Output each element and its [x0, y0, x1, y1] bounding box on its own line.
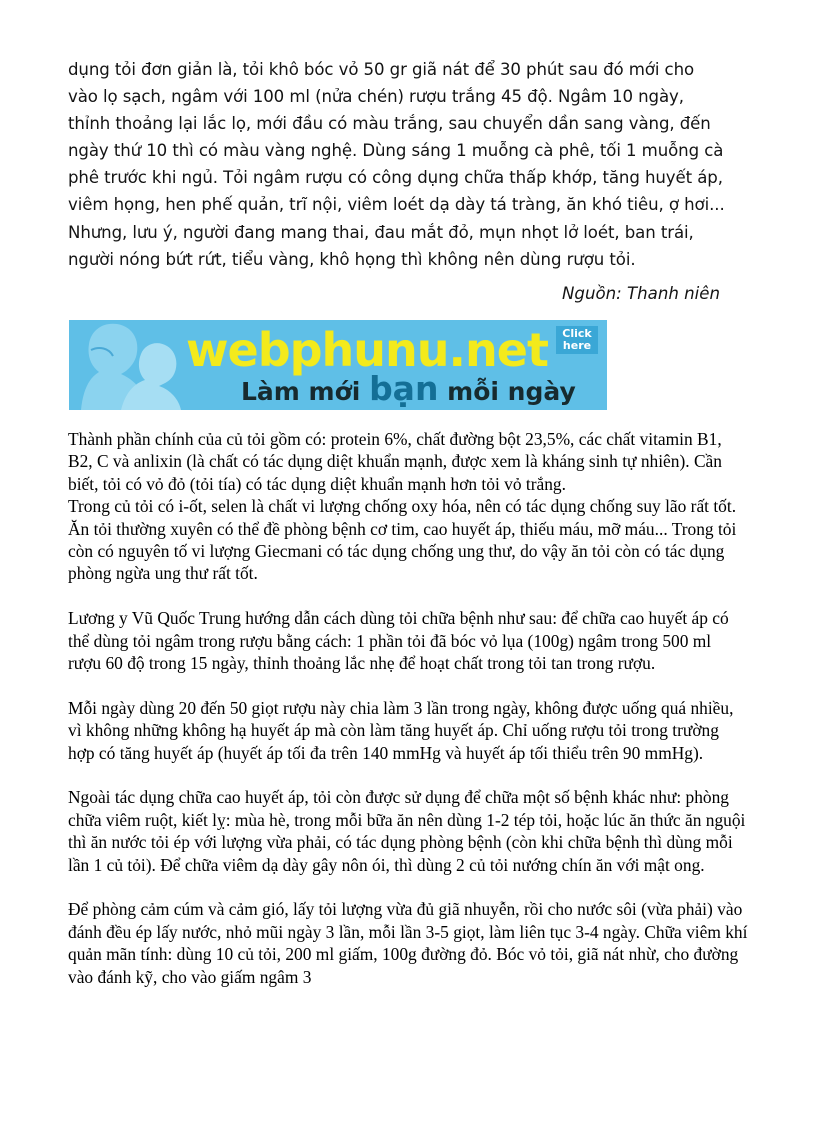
ad-banner[interactable]: [69, 320, 607, 410]
paragraph-composition: Thành phần chính của củ tỏi gồm có: protein 6%, chất đường bột 23,5%, các chất vitamin B1, B2, C và anlixin (là chất có tác dụng diệt khuẩn mạnh, được xem là kháng sinh tự nhiên). Cần biết, tỏi có vỏ đỏ (tỏi tía) có tác dụng diệt khuẩn mạnh hơn tỏi vỏ trắng.: [68, 429, 722, 494]
paragraph-cold-flu: Để phòng cảm cúm và cảm gió, lấy tỏi lượng vừa đủ giã nhuyễn, rồi cho nước sôi (vừa phải) vào đánh đều ép lấy nước, nhỏ mũi ngày 3 lần, mỗi lần 3-5 giọt, làm liên tục 3-4 ngày. Chữa viêm khí quản mãn tính: dùng 10 củ tỏi, 200 ml giấm, 100g đường đỏ. Bóc vỏ tỏi, giã nát nhừ, cho đường vào đánh kỹ, cho vào giấm ngâm 3: [68, 899, 748, 987]
article-body: [68, 428, 748, 988]
slogan-highlight: bạn: [369, 369, 439, 408]
paragraph-dosage: Mỗi ngày dùng 20 đến 50 giọt rượu này chia làm 3 lần trong ngày, không được uống quá nhiều, vì không những không hạ huyết áp mà còn làm tăng huyết áp. Chỉ uống rượu tỏi trong trường hợp có tăng huyết áp (huyết áp tối đa trên 140 mmHg và huyết áp tối thiểu trên 90 mmHg).: [68, 697, 734, 763]
slogan-part-1: Làm mới: [241, 377, 370, 406]
paragraph-hypertension-recipe: Lương y Vũ Quốc Trung hướng dẫn cách dùng tỏi chữa bệnh như sau: để chữa cao huyết áp có thể dùng tỏi ngâm trong rượu bằng cách: 1 phần tỏi đã bóc vỏ lụa (100g) ngâm trong 500 ml rượu 60 độ trong 15 ngày, thỉnh thoảng lắc nhẹ để hoạt chất trong tỏi tan trong rượu.: [68, 608, 729, 674]
intro-section: [68, 56, 728, 273]
here-label: here: [562, 339, 592, 352]
woman-silhouette-icon: [69, 320, 189, 410]
banner-slogan: [241, 370, 607, 410]
click-here-button[interactable]: [556, 326, 598, 354]
paragraph-other-uses: Ngoài tác dụng chữa cao huyết áp, tỏi còn được sử dụng để chữa một số bệnh khác như: phòng chữa viêm ruột, kiết lỵ: mùa hè, trong mỗi bữa ăn nên dùng 1-2 tép tỏi, hoặc lúc ăn thức ăn nguội thì ăn nước tỏi ép với lượng vừa phải, có tác dụng phòng bệnh (còn khi chữa bệnh thì dùng mỗi lần 1 củ tỏi). Để chữa viêm dạ dày gây nôn ói, thì dùng 2 củ tỏi nướng chín ăn với mật ong.: [68, 787, 746, 875]
brand-name: webphunu.net: [186, 323, 548, 377]
source-credit: Nguồn: Thanh niên: [562, 284, 720, 303]
slogan-part-2: mỗi ngày: [438, 377, 576, 406]
paragraph-iodine: Trong củ tỏi có i-ốt, selen là chất vi lượng chống oxy hóa, nên có tác dụng chống suy lão rất tốt. Ăn tỏi thường xuyên có thể đề phòng bệnh cơ tim, cao huyết áp, thiếu máu, mỡ máu... Trong tỏi còn có nguyên tố vi lượng Giecmani có tác dụng chống ung thư, do vậy ăn tỏi còn có tác dụng phòng ngừa ung thư rất tốt.: [68, 496, 737, 584]
click-label: Click: [562, 327, 592, 340]
intro-paragraph: dụng tỏi đơn giản là, tỏi khô bóc vỏ 50 gr giã nát để 30 phút sau đó mới cho vào lọ sạch, ngâm với 100 ml (nửa chén) rượu trắng 45 độ. Ngâm 10 ngày, thỉnh thoảng lại lắc lọ, mới đầu có màu trắng, sau chuyển dần sang vàng, đến ngày thứ 10 thì có màu vàng nghệ. Dùng sáng 1 muỗng cà phê, tối 1 muỗng cà phê trước khi ngủ. Tỏi ngâm rượu có công dụng chữa thấp khớp, tăng huyết áp, viêm họng, hen phế quản, trĩ nội, viêm loét dạ dày tá tràng, ăn khó tiêu, ợ hơi... Nhưng, lưu ý, người đang mang thai, đau mắt đỏ, mụn nhọt lở loét, ban trái, người nóng bứt rứt, tiểu vàng, khô họng thì không nên dùng rượu tỏi.: [68, 60, 725, 269]
